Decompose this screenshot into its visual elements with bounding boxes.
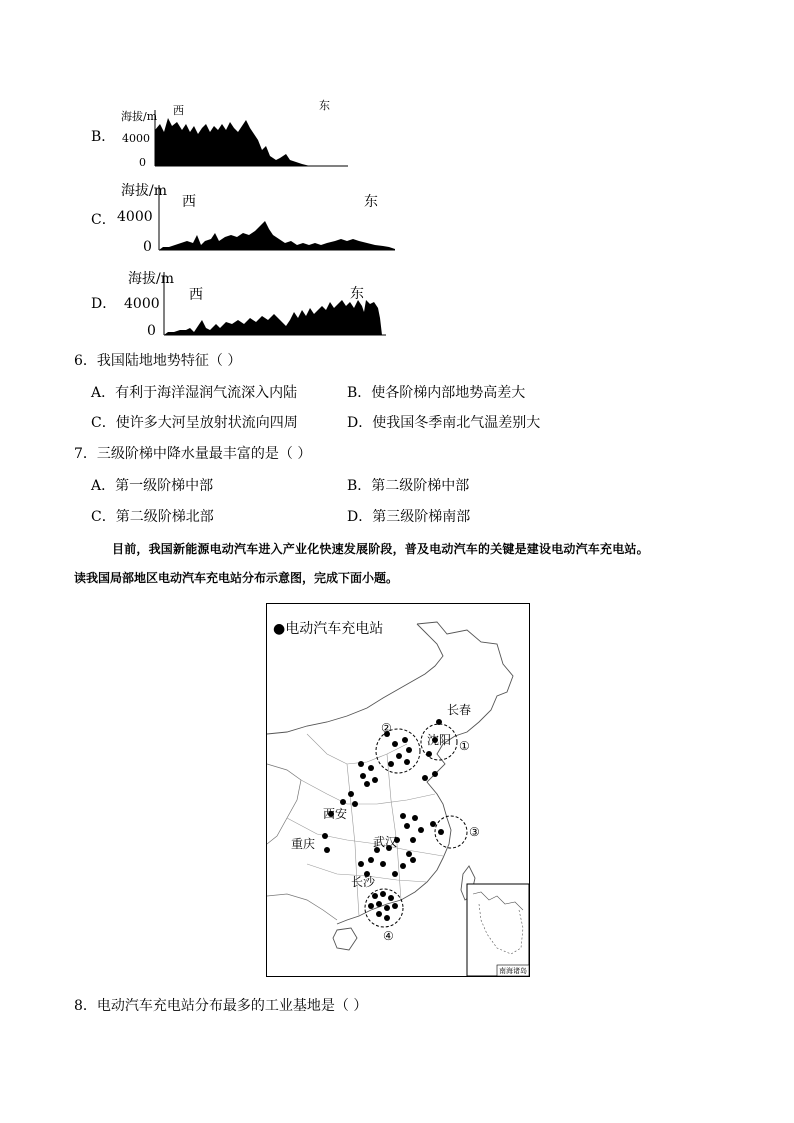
coastline [337,733,455,924]
q7-option-d: D．第三级阶梯南部 [347,509,471,525]
q6-option-b: B．使各阶梯内部地势高差大 [347,385,526,401]
option-d-label: D． [91,296,117,312]
profile-b-ylabel: 海拔/m [121,110,158,123]
station-dot [436,719,442,725]
q6-option-a: A．有利于海洋湿润气流深入内陆 [91,385,298,401]
station-dot [410,837,416,843]
station-dot [392,741,398,747]
station-dot [406,851,412,857]
station-dot [340,799,346,805]
station-dot [360,773,366,779]
station-dot [384,905,390,911]
profile-d-tick-0: 0 [147,323,156,339]
south-border [267,894,337,920]
station-dot [358,761,364,767]
circle-2 [376,729,420,773]
inset-label: 南海诸岛 [499,967,527,975]
northeast-border [417,622,513,736]
station-dot [388,895,394,901]
profile-c-terrain [159,221,395,250]
profile-c-west: 西 [182,194,196,210]
station-dot [380,891,386,897]
west-border [267,764,301,844]
q6-option-d: D．使我国冬季南北气温差别大 [347,415,541,431]
profile-d-ylabel: 海拔/m [128,271,174,287]
station-dot [432,771,438,777]
station-dot [410,857,416,863]
profile-c-tick-4000: 4000 [117,209,153,225]
profile-c-ylabel: 海拔/m [121,183,167,199]
station-dot [430,821,436,827]
city-wuhan: 武汉 [373,835,398,849]
profile-d-chart [160,272,390,340]
q7-stem: 7．三级阶梯中降水量最丰富的是（ ） [74,446,312,462]
intro-line-1: 目前，我国新能源电动汽车进入产业化快速发展阶段，普及电动汽车的关键是建设电动汽车充电站。 [112,542,649,556]
station-dot [372,777,378,783]
intro-line-2: 读我国局部地区电动汽车充电站分布示意图，完成下面小题。 [74,571,399,585]
map-drawing [267,604,529,976]
map-legend: ●电动汽车充电站 [273,621,384,637]
profile-d-terrain [164,300,382,335]
province-line-6 [387,754,401,900]
south-china-sea-inset [467,884,529,976]
station-dot [324,847,330,853]
profile-d-west: 西 [189,287,203,303]
station-dot [368,765,374,771]
station-dot [322,833,328,839]
city-chongqing: 重庆 [291,837,316,851]
station-dot [400,863,406,869]
profile-c-chart [155,185,400,255]
profile-c-tick-0: 0 [143,239,152,255]
q8-stem: 8．电动汽车充电站分布最多的工业基地是（ ） [74,998,368,1014]
station-dot [400,813,406,819]
station-dot [392,871,398,877]
hainan-island [333,928,357,950]
station-dot [412,815,418,821]
q7-option-a: A．第一级阶梯中部 [91,478,214,494]
station-dot [402,737,408,743]
q7-option-b: B．第二级阶梯中部 [347,478,470,494]
profile-b-east: 东 [319,99,330,112]
q6-stem: 6．我国陆地地势特征（ ） [74,353,242,369]
station-dot [438,829,444,835]
city-shenyang: 沈阳 [427,733,452,747]
station-dot [376,901,382,907]
station-dot [406,747,412,753]
profile-c-east: 东 [364,194,378,210]
profile-b-west: 西 [173,104,184,117]
circle-label-4: ④ [383,929,394,943]
station-dot [348,791,354,797]
profile-b-tick-0: 0 [139,156,146,169]
profile-d-east: 东 [350,286,364,302]
station-dot [384,915,390,921]
option-c-label: C． [91,212,116,228]
station-dot [376,911,382,917]
station-dot [418,827,424,833]
q7-option-c: C．第二级阶梯北部 [91,509,214,525]
station-dot [380,861,386,867]
circle-label-3: ③ [469,825,480,839]
profile-b-tick-4000: 4000 [122,132,150,145]
profile-b-chart [150,110,350,170]
station-dot [358,861,364,867]
option-b-label: B． [91,129,116,145]
province-line-1 [307,734,407,764]
station-dot [364,781,370,787]
city-xian: 西安 [323,807,348,821]
station-dot [368,857,374,863]
circle-label-1: ① [459,739,470,753]
station-dot [404,823,410,829]
station-dot [368,903,374,909]
profile-d-tick-4000: 4000 [124,296,160,312]
city-changsha: 长沙 [351,875,376,889]
station-dot [392,903,398,909]
circle-label-2: ② [381,721,392,735]
station-dot [404,759,410,765]
station-dot [396,753,402,759]
station-dot [426,751,432,757]
station-dot [388,761,394,767]
station-dot [372,893,378,899]
north-border [267,624,443,734]
city-changchun: 长春 [447,703,472,717]
station-dot [422,775,428,781]
q6-option-c: C．使许多大河呈放射状流向四周 [91,415,298,431]
profile-b-terrain [155,118,310,166]
station-dot [352,801,358,807]
charging-station-map [266,603,530,977]
